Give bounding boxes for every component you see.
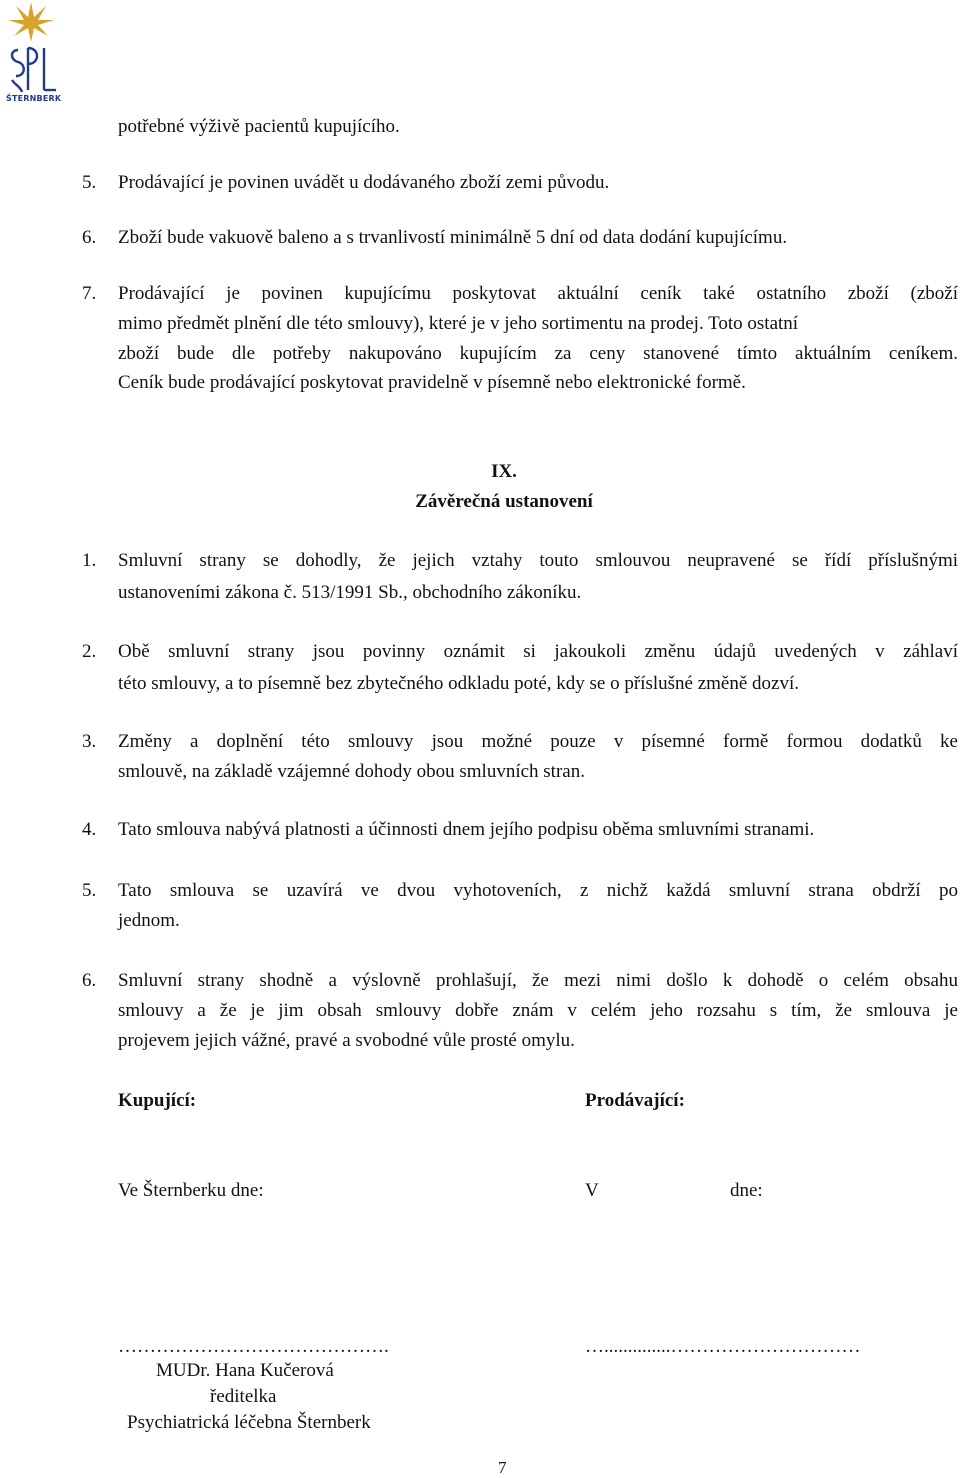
item-text: projevem jejich vážné, pravé a svobodné vůle prosté omylu. — [118, 1030, 575, 1051]
item-text: smlouvy a že je jim obsah smlouvy dobře znám v celém jeho rozsahu s tím, že smlouva je — [118, 1000, 958, 1021]
intro-line: potřebné výživě pacientů kupujícího. — [118, 116, 400, 137]
item-text: Smluvní strany se dohodly, že jejich vztahy touto smlouvou neupravené se řídí příslušnými — [118, 550, 958, 571]
item-text: Ceník bude prodávající poskytovat pravidelně v písemně nebo elektronické formě. — [118, 372, 746, 393]
seller-label: Prodávající: — [585, 1090, 685, 1111]
item-number: 3. — [82, 731, 97, 752]
spl-monogram-icon — [12, 48, 56, 92]
item-text: ustanoveními zákona č. 513/1991 Sb., obchodního zákoníku. — [118, 582, 582, 603]
buyer-signature-line: ……………………………………. — [118, 1336, 389, 1357]
section-title: Závěrečná ustanovení — [415, 491, 593, 512]
item-text: zboží bude dle potřeby nakupováno kupujícím za ceny stanovené tímto aktuálním ceníkem. — [118, 343, 958, 364]
buyer-organization: Psychiatrická léčebna Šternberk — [127, 1412, 371, 1433]
item-text: jednom. — [118, 910, 180, 931]
item-number: 6. — [82, 970, 97, 991]
item-text: této smlouvy, a to písemně bez zbytečného odkladu poté, kdy se o příslušné změně dozví. — [118, 673, 800, 694]
item-text: Obě smluvní strany jsou povinny oznámit si jakoukoli změnu údajů uvedených v záhlaví — [118, 641, 958, 662]
item-text: Změny a doplnění této smlouvy jsou možné pouze v písemné formě formou dodatků ke — [118, 731, 958, 752]
item-number: 4. — [82, 819, 97, 840]
logo-caption: ŠTERNBERK — [6, 94, 62, 103]
item-number: 1. — [82, 550, 97, 571]
item-text: smlouvě, na základě vzájemné dohody obou smluvních stran. — [118, 761, 585, 782]
item-text: Tato smlouva se uzavírá ve dvou vyhotoveních, z nichž každá smluvní strana obdrží po — [118, 880, 958, 901]
item-text: mimo předmět plnění dle této smlouvy), které je v jeho sortimentu na prodej. Toto ostatní — [118, 313, 799, 334]
item-number: 7. — [82, 283, 97, 304]
buyer-signatory-name: MUDr. Hana Kučerová — [156, 1360, 334, 1381]
item-number: 5. — [82, 172, 97, 193]
section-number: IX. — [491, 461, 517, 482]
seller-place: V — [585, 1180, 599, 1201]
item-number: 5. — [82, 880, 97, 901]
item-text: Prodávající je povinen uvádět u dodávaného zboží zemi původu. — [118, 172, 610, 193]
page-number: 7 — [498, 1458, 507, 1477]
item-text: Prodávající je povinen kupujícímu poskytovat aktuální ceník také ostatního zboží (zboží — [118, 283, 958, 304]
buyer-label: Kupující: — [118, 1090, 197, 1111]
buyer-signatory-role: ředitelka — [210, 1386, 277, 1407]
item-text: Smluvní strany shodně a výslovně prohlašují, že mezi nimi došlo k dohodě o celém obsahu — [118, 970, 958, 991]
seller-date: dne: — [730, 1180, 763, 1201]
buyer-place-date: Ve Šternberku dne: — [118, 1180, 264, 1201]
item-number: 2. — [82, 641, 97, 662]
seller-signature-line: …..............………………………… — [585, 1336, 861, 1357]
item-text: Zboží bude vakuově baleno a s trvanlivostí minimálně 5 dní od data dodání kupujícímu. — [118, 227, 788, 248]
star-icon — [8, 2, 54, 42]
item-number: 6. — [82, 227, 97, 248]
item-text: Tato smlouva nabývá platnosti a účinnosti dnem jejího podpisu oběma smluvními stranami. — [118, 819, 815, 840]
